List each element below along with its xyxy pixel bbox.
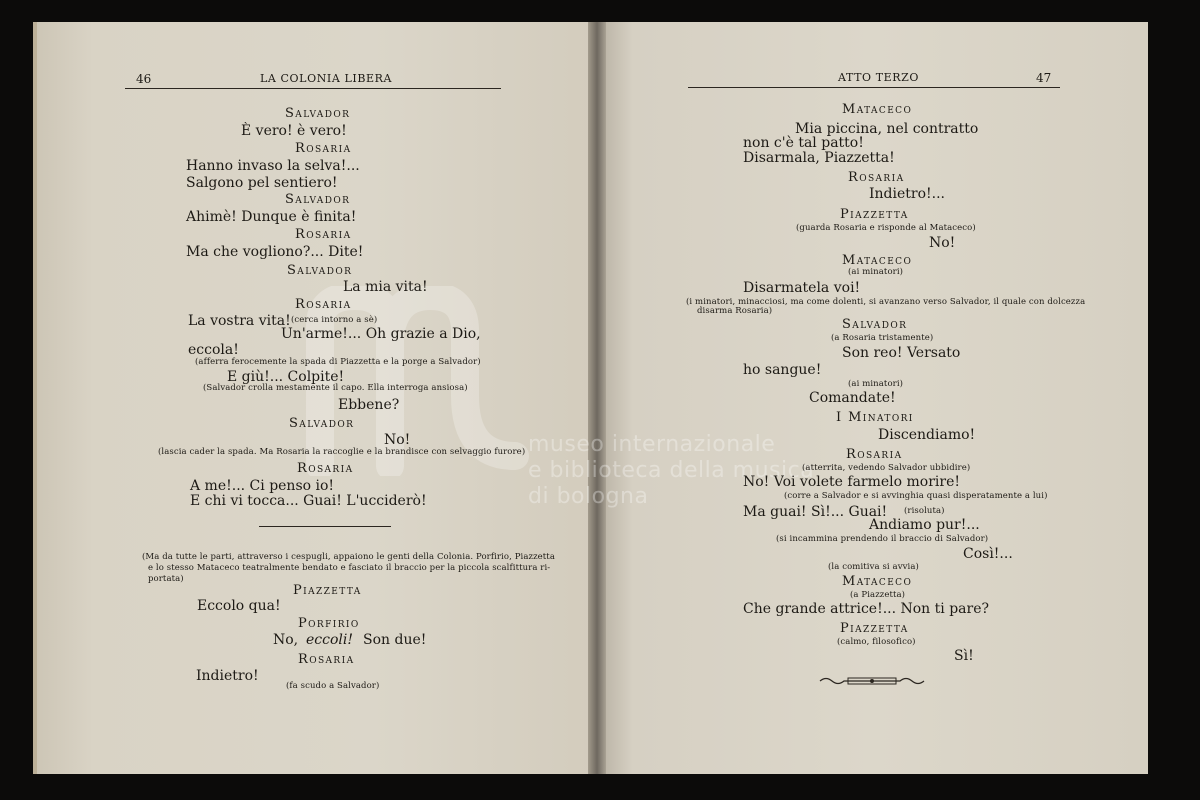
verse-line: Ma guai! Sì!... Guai! bbox=[743, 504, 888, 520]
verse-line: Indietro!... bbox=[869, 186, 945, 202]
speaker: Rosaria bbox=[848, 170, 905, 185]
header-rule-right bbox=[688, 87, 1060, 88]
speaker: Piazzetta bbox=[840, 207, 909, 222]
stage-direction: (Salvador crolla mestamente il capo. Ella interroga ansiosa) bbox=[203, 383, 468, 393]
stage-direction: disarma Rosaria) bbox=[697, 306, 773, 316]
verse-line: Hanno invaso la selva!... bbox=[186, 158, 360, 174]
stage-direction: (i minatori, minacciosi, ma come dolenti, si avanzano verso Salvador, il quale con dolcezza bbox=[686, 297, 1086, 307]
speaker: Rosaria bbox=[295, 141, 352, 156]
verse-line: Ma che vogliono?... Dite! bbox=[186, 244, 364, 260]
verse-line: Salgono pel sentiero! bbox=[186, 175, 338, 191]
verse-line: No! bbox=[929, 235, 956, 251]
book-gutter bbox=[588, 22, 606, 774]
verse-line: Disarmatela voi! bbox=[743, 280, 861, 296]
watermark-line-1: museo internazionale bbox=[528, 432, 776, 457]
stage-direction: (fa scudo a Salvador) bbox=[286, 681, 380, 691]
verse-line: Son due! bbox=[363, 632, 427, 648]
page-number-right: 47 bbox=[1036, 71, 1052, 85]
verse-line: A me!... Ci penso io! bbox=[190, 478, 335, 494]
verse-line: Andiamo pur!... bbox=[869, 517, 980, 533]
verse-line: La mia vita! bbox=[343, 279, 428, 295]
verse-line: Discendiamo! bbox=[878, 427, 976, 443]
stage-direction: (a Rosaria tristamente) bbox=[831, 333, 934, 343]
speaker: Rosaria bbox=[295, 227, 352, 242]
watermark-line-2: e biblioteca della musica bbox=[528, 458, 815, 483]
page-number-left: 46 bbox=[136, 72, 152, 86]
stage-direction: (cerca intorno a sè) bbox=[291, 315, 378, 325]
verse-line: Disarmala, Piazzetta! bbox=[743, 150, 895, 166]
stage-direction: (risoluta) bbox=[904, 506, 945, 516]
verse-line: ho sangue! bbox=[743, 362, 822, 378]
speaker: Piazzetta bbox=[840, 621, 909, 636]
stage-direction: (a Piazzetta) bbox=[850, 590, 906, 600]
verse-line: non c'è tal patto! bbox=[743, 135, 864, 151]
speaker: Salvador bbox=[285, 192, 351, 207]
stage-direction: e lo stesso Mataceco teatralmente bendato e fasciato il braccio per la piccola scalfittura ri- bbox=[148, 563, 551, 573]
running-head-left: LA COLONIA LIBERA bbox=[260, 72, 393, 85]
verse-line: Comandate! bbox=[809, 390, 896, 406]
verse-line: Ahimè! Dunque è finita! bbox=[186, 209, 357, 225]
watermark-line-3: di bologna bbox=[528, 484, 649, 509]
speaker: Rosaria bbox=[297, 461, 354, 476]
stage-direction: (la comitiva si avvia) bbox=[828, 562, 919, 572]
stage-direction: (afferra ferocemente la spada di Piazzetta e la porge a Salvador) bbox=[195, 357, 481, 367]
verse-line: Così!... bbox=[963, 546, 1013, 562]
running-head-right: ATTO TERZO bbox=[838, 71, 920, 84]
speaker: Mataceco bbox=[842, 574, 913, 589]
verse-line: Un'arme!... Oh grazie a Dio, bbox=[281, 326, 481, 342]
speaker: Salvador bbox=[285, 106, 351, 121]
stage-direction: (guarda Rosaria e risponde al Mataceco) bbox=[796, 223, 976, 233]
verse-line: E giù!... Colpite! bbox=[227, 369, 345, 385]
stage-direction: (corre a Salvador e si avvinghia quasi disperatamente a lui) bbox=[784, 491, 1048, 501]
speaker: Mataceco bbox=[842, 102, 913, 117]
verse-line: Mia piccina, nel contratto bbox=[795, 121, 979, 137]
speaker: I Minatori bbox=[836, 410, 914, 425]
stage-direction: portata) bbox=[148, 574, 184, 584]
speaker: Rosaria bbox=[846, 447, 903, 462]
stage-direction: (lascia cader la spada. Ma Rosaria la raccoglie e la brandisce con selvaggio furore) bbox=[158, 447, 526, 457]
speaker: Rosaria bbox=[295, 297, 352, 312]
stage-direction: (Ma da tutte le parti, attraverso i cespugli, appaiono le genti della Colonia. Porfirio, Piazzetta bbox=[142, 552, 555, 562]
verse-line: No! bbox=[384, 432, 411, 448]
verse-line: È vero! è vero! bbox=[241, 123, 347, 139]
stage-direction: (calmo, filosofico) bbox=[837, 637, 916, 647]
scene-divider bbox=[259, 526, 391, 527]
tailpiece-ornament-icon bbox=[818, 674, 926, 688]
speaker: Salvador bbox=[289, 416, 355, 431]
stage-direction: (atterrita, vedendo Salvador ubbidire) bbox=[802, 463, 971, 473]
verse-line: No! Voi volete farmelo morire! bbox=[743, 474, 961, 490]
stage-direction: (ai minatori) bbox=[848, 267, 904, 277]
verse-line: E chi vi tocca... Guai! L'ucciderò! bbox=[190, 493, 427, 509]
verse-line: eccola! bbox=[188, 342, 239, 358]
verse-line: Indietro! bbox=[196, 668, 259, 684]
speaker: Salvador bbox=[287, 263, 353, 278]
speaker: Mataceco bbox=[842, 253, 913, 268]
speaker: Porfirio bbox=[298, 616, 360, 631]
verse-line: No, bbox=[273, 632, 299, 648]
verse-line: Che grande attrice!... Non ti pare? bbox=[743, 601, 989, 617]
verse-line: Son reo! Versato bbox=[842, 345, 961, 361]
verse-line: Sì! bbox=[954, 648, 974, 664]
stage-direction: (si incammina prendendo il braccio di Salvador) bbox=[776, 534, 989, 544]
speaker: Salvador bbox=[842, 317, 908, 332]
stage-direction: (ai minatori) bbox=[848, 379, 904, 389]
speaker: Piazzetta bbox=[293, 583, 362, 598]
verse-line-italic: eccoli! bbox=[306, 632, 353, 648]
speaker: Rosaria bbox=[298, 652, 355, 667]
verse-line: Ebbene? bbox=[338, 397, 400, 413]
verse-line: La vostra vita! bbox=[188, 313, 291, 329]
header-rule-left bbox=[125, 88, 501, 89]
verse-line: Eccolo qua! bbox=[197, 598, 281, 614]
